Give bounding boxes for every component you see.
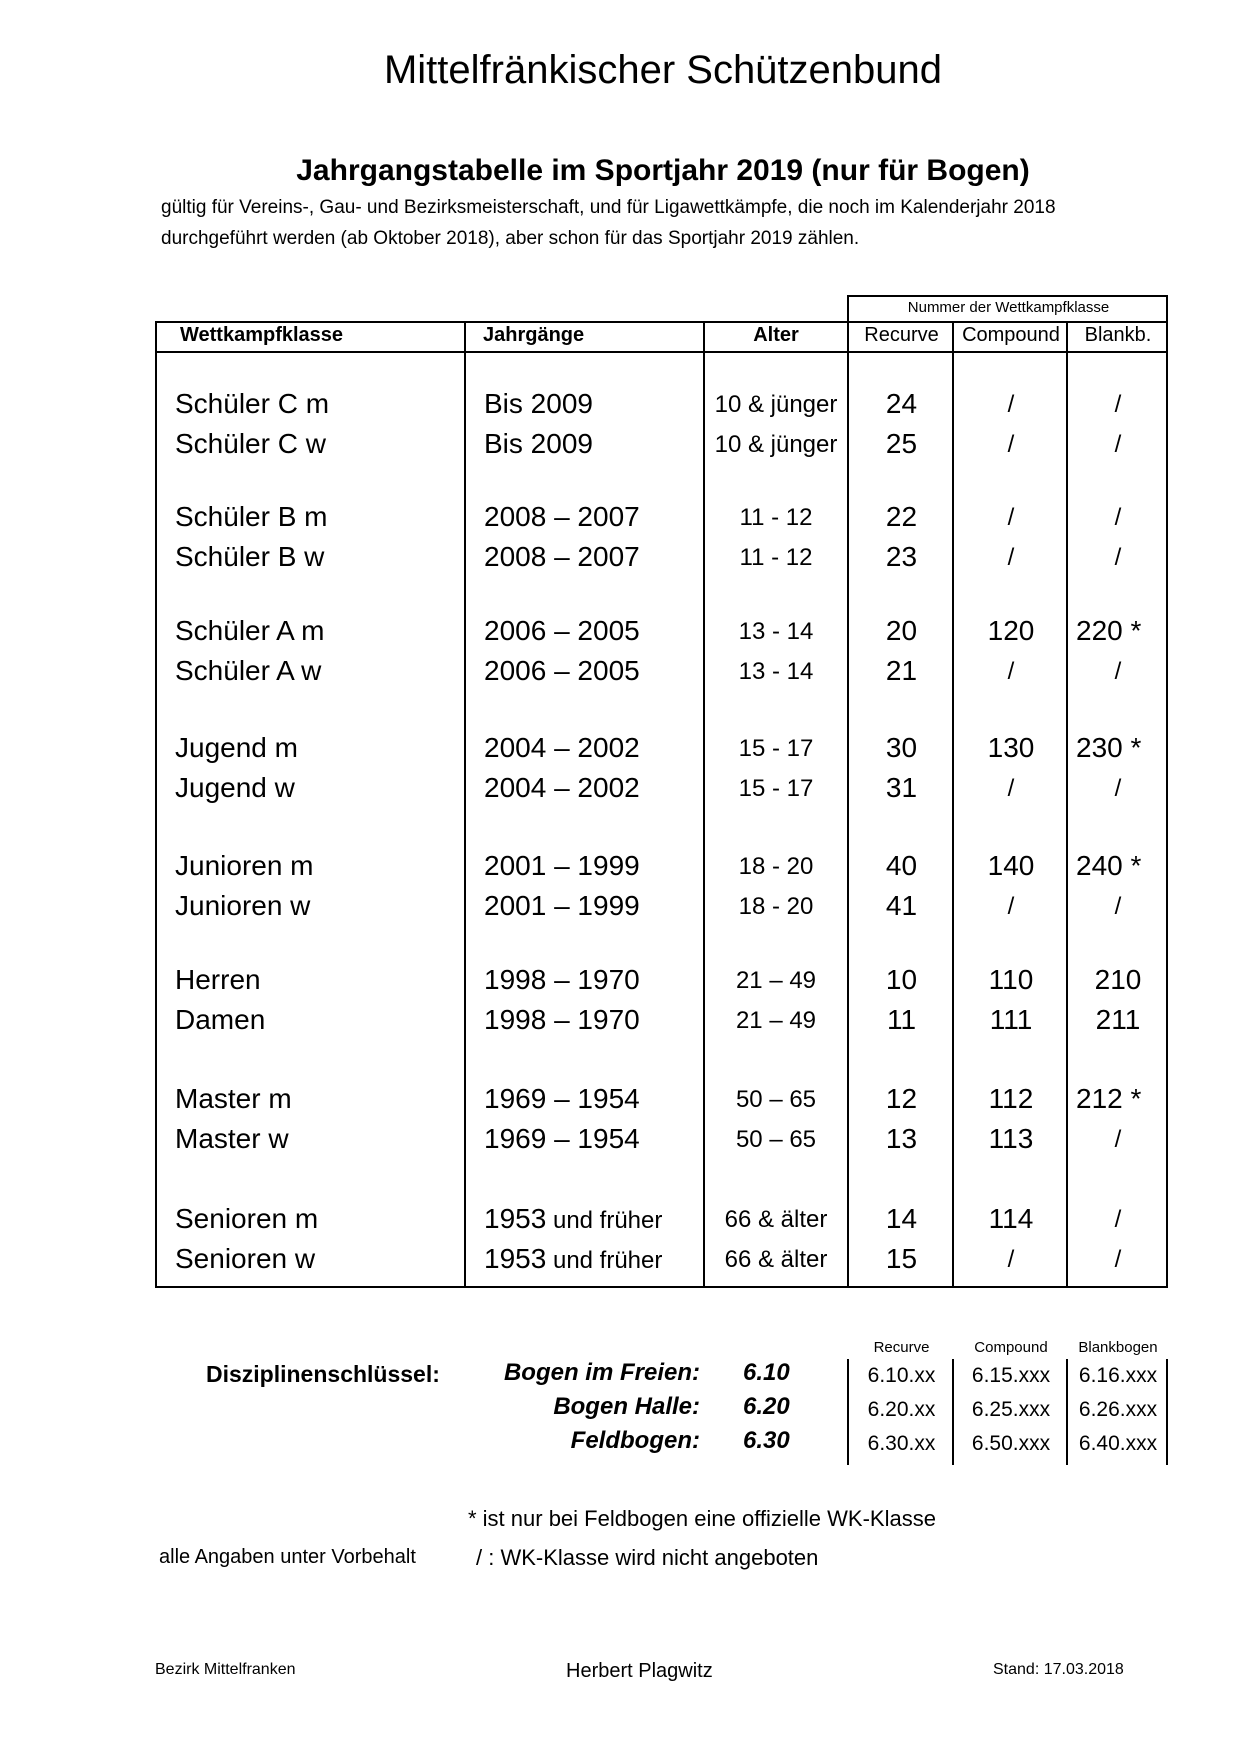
- cell-wettkampfklasse: Master w: [175, 1123, 289, 1154]
- cell-wettkampfklasse: Schüler A m: [175, 615, 325, 646]
- cell-jahrgaenge: 1953 und früher: [484, 1203, 663, 1234]
- cell-wettkampfklasse: Schüler A w: [175, 655, 322, 686]
- cell-recurve: 21: [885, 655, 918, 686]
- cell-recurve: 10: [885, 964, 918, 995]
- cell-blankbogen: 220 *: [1076, 615, 1142, 646]
- cell-wettkampfklasse: Master m: [175, 1083, 292, 1114]
- cell-alter: 11 - 12: [739, 504, 813, 531]
- footer-district: Bezirk Mittelfranken: [155, 1661, 296, 1678]
- cell-recurve: 25: [885, 428, 918, 459]
- cell-alter: 10 & jünger: [714, 391, 838, 418]
- cell-blankbogen: /: [1114, 391, 1122, 418]
- cell-wettkampfklasse: Damen: [175, 1004, 266, 1035]
- cell-jahrgaenge: Bis 2009: [484, 428, 593, 459]
- cell-compound: 114: [988, 1203, 1034, 1234]
- key-discipline-name: Feldbogen:: [570, 1427, 700, 1454]
- cell-alter: 21 – 49: [735, 967, 817, 994]
- table-header-divider: [155, 351, 1168, 353]
- cell-compound: 110: [988, 964, 1034, 995]
- cell-blankbogen: /: [1114, 544, 1122, 571]
- key-discipline-code: 6.10: [743, 1359, 790, 1386]
- cell-jahrgaenge: 2008 – 2007: [484, 541, 640, 572]
- cell-blankbogen: 240 *: [1076, 850, 1142, 881]
- disclaimer-note: alle Angaben unter Vorbehalt: [159, 1546, 416, 1568]
- key-discipline-code: 6.30: [743, 1427, 790, 1454]
- cell-blankbogen: /: [1114, 775, 1122, 802]
- key-header-blankbogen: Blankbogen: [1078, 1339, 1158, 1356]
- cell-recurve: 15: [885, 1243, 918, 1274]
- cell-jahrgaenge: 2006 – 2005: [484, 615, 640, 646]
- key-recurve-code: 6.30.xx: [867, 1432, 936, 1455]
- cell-compound: 112: [988, 1083, 1034, 1114]
- key-blankbogen-code: 6.16.xxx: [1078, 1364, 1158, 1387]
- cell-recurve: 13: [885, 1123, 918, 1154]
- cell-blankbogen: /: [1114, 504, 1122, 531]
- cell-recurve: 41: [885, 890, 918, 921]
- cell-jahrgaenge: 2004 – 2002: [484, 732, 640, 763]
- cell-alter: 18 - 20: [738, 853, 814, 880]
- footer-date: Stand: 17.03.2018: [993, 1661, 1124, 1678]
- cell-blankbogen: /: [1114, 658, 1122, 685]
- cell-wettkampfklasse: Schüler B w: [175, 541, 325, 572]
- cell-compound: /: [1007, 391, 1015, 418]
- cell-recurve: 14: [885, 1203, 918, 1234]
- cell-compound: 130: [987, 732, 1035, 763]
- cell-alter: 11 - 12: [739, 544, 813, 571]
- footer-author: Herbert Plagwitz: [566, 1660, 713, 1682]
- cell-recurve: 31: [885, 772, 918, 803]
- cell-blankbogen: 210: [1094, 964, 1142, 995]
- cell-jahrgaenge-suffix: und früher: [546, 1247, 663, 1274]
- cell-jahrgaenge: 2001 – 1999: [484, 890, 640, 921]
- key-blankbogen-code: 6.26.xxx: [1078, 1398, 1158, 1421]
- cell-compound: 111: [989, 1004, 1033, 1035]
- document-title: Jahrgangstabelle im Sportjahr 2019 (nur für Bogen): [296, 154, 1030, 187]
- cell-jahrgaenge: Bis 2009: [484, 388, 593, 419]
- key-discipline-name: Bogen im Freien:: [503, 1359, 700, 1386]
- cell-jahrgaenge: 1998 – 1970: [484, 1004, 640, 1035]
- key-header-compound: Compound: [974, 1339, 1048, 1356]
- cell-compound: /: [1007, 431, 1015, 458]
- cell-compound: /: [1007, 658, 1015, 685]
- cell-alter: 15 - 17: [738, 775, 814, 802]
- cell-compound: /: [1007, 504, 1015, 531]
- column-divider: [464, 321, 466, 1288]
- key-recurve-code: 6.10.xx: [867, 1364, 936, 1387]
- cell-blankbogen: 211: [1095, 1004, 1141, 1035]
- key-compound-code: 6.15.xxx: [971, 1364, 1051, 1387]
- cell-recurve: 30: [885, 732, 918, 763]
- cell-alter: 18 - 20: [738, 893, 814, 920]
- cell-recurve: 20: [885, 615, 918, 646]
- cell-alter: 50 – 65: [735, 1086, 817, 1113]
- cell-jahrgaenge-suffix: und früher: [546, 1207, 663, 1234]
- header-blankbogen: Blankb.: [1084, 324, 1152, 346]
- cell-jahrgaenge: 2008 – 2007: [484, 501, 640, 532]
- cell-blankbogen: /: [1114, 1246, 1122, 1273]
- cell-jahrgaenge: 1969 – 1954: [484, 1083, 640, 1114]
- cell-jahrgaenge: 1953 und früher: [484, 1243, 663, 1274]
- key-blankbogen-code: 6.40.xxx: [1078, 1432, 1158, 1455]
- cell-recurve: 40: [885, 850, 918, 881]
- cell-compound: /: [1007, 775, 1015, 802]
- cell-wettkampfklasse: Schüler C w: [175, 428, 326, 459]
- cell-blankbogen: /: [1114, 1126, 1122, 1153]
- header-jahrgaenge: Jahrgänge: [483, 324, 585, 346]
- cell-compound: 120: [987, 615, 1035, 646]
- header-alter: Alter: [753, 324, 799, 346]
- discipline-key-label: Disziplinenschlüssel:: [206, 1361, 440, 1387]
- cell-compound: /: [1007, 1246, 1015, 1273]
- cell-jahrgaenge: 1998 – 1970: [484, 964, 640, 995]
- cell-compound: 140: [987, 850, 1035, 881]
- cell-wettkampfklasse: Herren: [175, 964, 261, 995]
- cell-wettkampfklasse: Senioren m: [175, 1203, 319, 1234]
- cell-jahrgaenge: 1969 – 1954: [484, 1123, 640, 1154]
- cell-alter: 66 & älter: [724, 1206, 828, 1233]
- cell-recurve: 11: [886, 1004, 917, 1035]
- key-discipline-code: 6.20: [743, 1393, 790, 1420]
- cell-jahrgaenge: 2004 – 2002: [484, 772, 640, 803]
- cell-wettkampfklasse: Senioren w: [175, 1243, 316, 1274]
- intro-line-1: gültig für Vereins-, Gau- und Bezirksmeisterschaft, und für Ligawettkämpfe, die noch im Kalenderjahr 2018: [161, 197, 1056, 218]
- header-recurve: Recurve: [864, 324, 939, 346]
- slash-note: / : WK-Klasse wird nicht angeboten: [476, 1545, 819, 1570]
- class-number-group-header: Nummer der Wettkampfklasse: [907, 299, 1110, 316]
- header-compound: Compound: [962, 324, 1060, 346]
- cell-blankbogen: /: [1114, 893, 1122, 920]
- cell-wettkampfklasse: Schüler B m: [175, 501, 328, 532]
- cell-wettkampfklasse: Jugend w: [175, 772, 295, 803]
- key-header-recurve: Recurve: [873, 1339, 930, 1356]
- intro-line-2: durchgeführt werden (ab Oktober 2018), aber schon für das Sportjahr 2019 zählen.: [161, 228, 860, 249]
- header-wettkampfklasse: Wettkampfklasse: [180, 324, 344, 346]
- cell-jahrgaenge: 2006 – 2005: [484, 655, 640, 686]
- organization-title: Mittelfränkischer Schützenbund: [383, 48, 943, 92]
- cell-wettkampfklasse: Jugend m: [175, 732, 298, 763]
- cell-alter: 66 & älter: [724, 1246, 828, 1273]
- cell-compound: /: [1007, 893, 1015, 920]
- cell-wettkampfklasse: Schüler C m: [175, 388, 330, 419]
- cell-blankbogen: 230 *: [1076, 732, 1142, 763]
- cell-wettkampfklasse: Junioren m: [175, 850, 314, 881]
- cell-alter: 13 - 14: [738, 618, 814, 645]
- cell-recurve: 22: [885, 501, 918, 532]
- cell-alter: 15 - 17: [738, 735, 814, 762]
- cell-alter: 10 & jünger: [714, 431, 838, 458]
- cell-blankbogen: 212 *: [1076, 1083, 1142, 1114]
- cell-recurve: 24: [885, 388, 918, 419]
- key-compound-code: 6.50.xxx: [971, 1432, 1051, 1455]
- cell-compound: /: [1007, 544, 1015, 571]
- key-recurve-code: 6.20.xx: [867, 1398, 936, 1421]
- cell-jahrgaenge: 2001 – 1999: [484, 850, 640, 881]
- key-compound-code: 6.25.xxx: [971, 1398, 1051, 1421]
- key-discipline-name: Bogen Halle:: [553, 1393, 700, 1420]
- cell-blankbogen: /: [1114, 1206, 1122, 1233]
- cell-recurve: 23: [885, 541, 918, 572]
- cell-recurve: 12: [885, 1083, 918, 1114]
- cell-alter: 13 - 14: [738, 658, 814, 685]
- cell-compound: 113: [988, 1123, 1034, 1154]
- cell-alter: 21 – 49: [735, 1007, 817, 1034]
- cell-wettkampfklasse: Junioren w: [175, 890, 311, 921]
- asterisk-note: * ist nur bei Feldbogen eine offizielle WK-Klasse: [468, 1506, 936, 1531]
- cell-blankbogen: /: [1114, 431, 1122, 458]
- cell-alter: 50 – 65: [735, 1126, 817, 1153]
